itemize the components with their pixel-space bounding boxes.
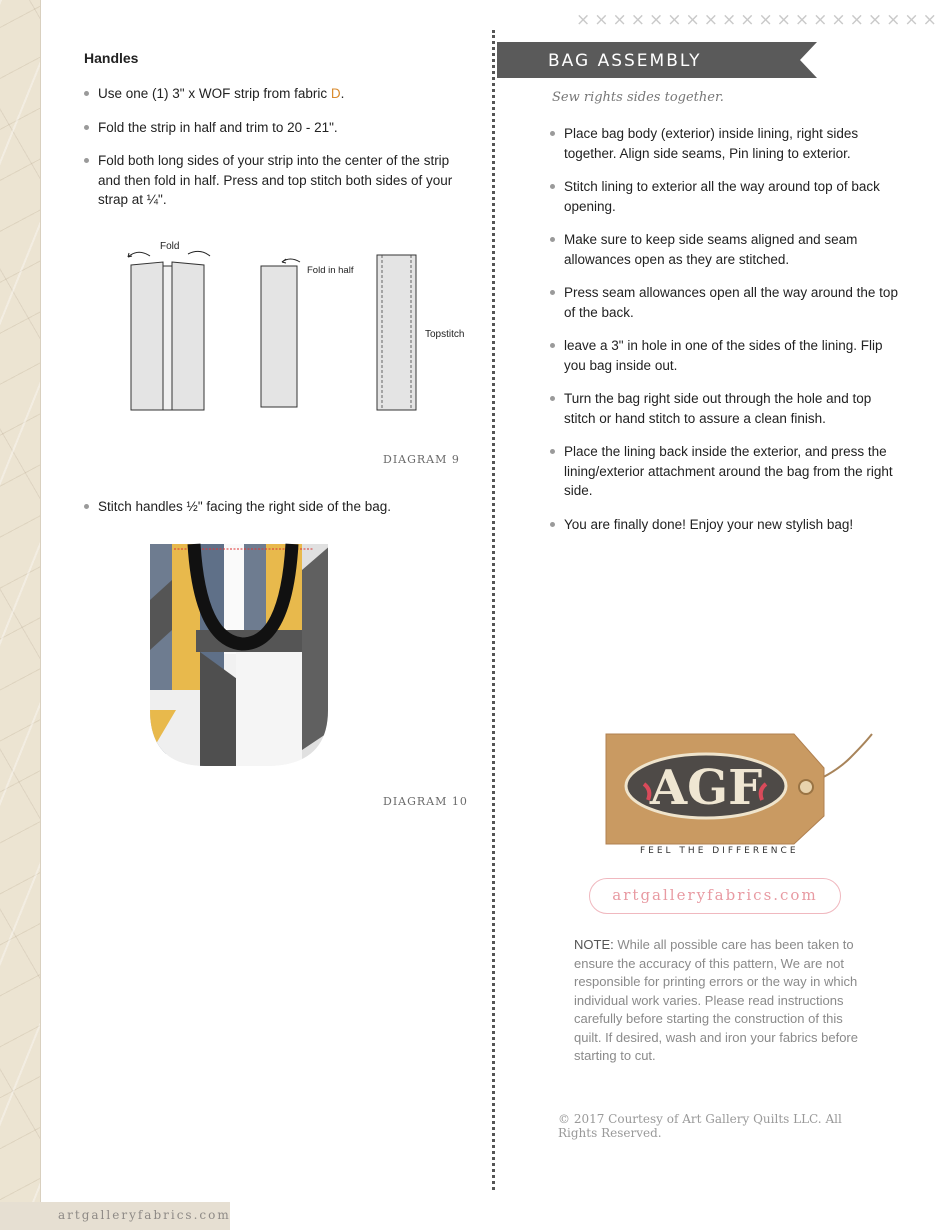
strip-left-panel xyxy=(131,262,163,410)
agf-tag-logo xyxy=(598,728,880,850)
diagram-9 xyxy=(120,232,480,417)
fabric-letter: D xyxy=(330,86,341,101)
list-item: leave a 3" in hole in one of the sides of the lining. Flip you bag inside out. xyxy=(550,336,900,375)
footer-url: artgalleryfabrics.com xyxy=(58,1208,231,1222)
diagram-9-label: DIAGRAM 9 xyxy=(383,453,460,466)
list-item: Fold the strip in half and trim to 20 - 21". xyxy=(84,118,454,138)
diagram-10-bag xyxy=(146,540,336,772)
column-divider xyxy=(492,30,495,1190)
list-item: Fold both long sides of your strip into the center of the strip and then fold in half. Press and top stitch both sides of your strap at ¼". xyxy=(84,151,454,210)
handles-steps xyxy=(84,84,454,224)
list-item: Press seam allowances open all the way around the top of the back. xyxy=(550,283,900,322)
handles-steps-2 xyxy=(84,497,454,531)
list-item: You are finally done! Enjoy your new stylish bag! xyxy=(550,515,900,535)
fold-label: Fold xyxy=(160,241,180,252)
list-item: Stitch lining to exterior all the way around top of back opening. xyxy=(550,177,900,216)
list-item: Make sure to keep side seams aligned and seam allowances open as they are stitched. xyxy=(550,230,900,269)
strip-center xyxy=(163,266,172,410)
strip-edge xyxy=(40,0,41,1230)
list-item: Use one (1) 3" x WOF strip from fabric D. xyxy=(84,84,454,104)
list-item: Place the lining back inside the exterior, and press the lining/exterior attachment around the bag from the right side. xyxy=(550,442,900,501)
section-subtitle: Sew rights sides together. xyxy=(552,90,724,105)
cross-stitch-decoration: ×××××××××××××××××××× xyxy=(576,10,941,30)
disclaimer-note: NOTE: While all possible care has been taken to ensure the accuracy of this pattern, We are not responsible for printing errors or the way in which individual work varies. Please read instructions carefully before starting the construction of this quilt. If desired, wash and iron your fabrics before starting to cut. xyxy=(574,937,858,1063)
note-label: NOTE: xyxy=(574,937,614,952)
topstitch-label: Topstitch xyxy=(425,329,465,340)
folded-strip xyxy=(261,266,297,407)
copyright: © 2017 Courtesy of Art Gallery Quilts LLC. All Rights Reserved. xyxy=(558,1112,842,1140)
assembly-steps xyxy=(550,124,900,548)
diagram-10-label: DIAGRAM 10 xyxy=(383,795,468,808)
strip-right-panel xyxy=(172,262,204,410)
logo-mark: AGF xyxy=(649,760,763,816)
topstitched-strip xyxy=(377,255,416,410)
website-link[interactable]: artgalleryfabrics.com xyxy=(612,886,818,904)
section-heading-bag-assembly: BAG ASSEMBLY xyxy=(548,51,702,71)
fold-arrow-right xyxy=(188,251,210,256)
section-heading-handles: Handles xyxy=(84,50,139,66)
list-item: Place bag body (exterior) inside lining, right sides together. Align side seams, Pin lining to exterior. xyxy=(550,124,900,163)
logo-tagline: FEEL THE DIFFERENCE xyxy=(640,846,799,856)
list-item: Turn the bag right side out through the hole and top stitch or hand stitch to assure a clean finish. xyxy=(550,389,900,428)
fabric-texture-strip xyxy=(0,0,40,1230)
fold-half-label: Fold in half xyxy=(307,265,354,276)
list-item: Stitch handles ½" facing the right side of the bag. xyxy=(84,497,454,517)
